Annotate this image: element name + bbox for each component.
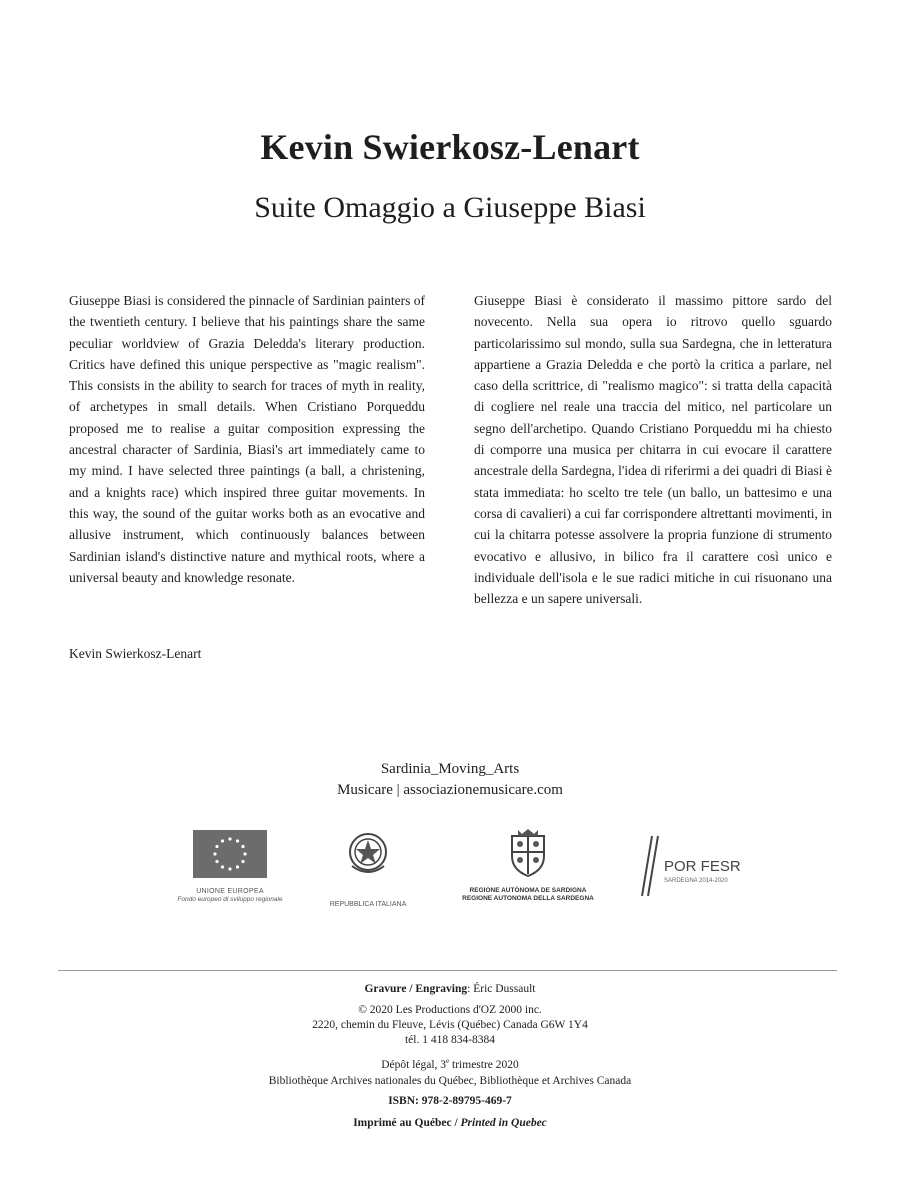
sardinia-crest-icon (506, 828, 550, 878)
english-text: Giuseppe Biasi is considered the pinnacle of Sardinian painters of the twentieth century. I believe that his paintings share the same peculiar worldview of Grazia Deledda's literary production. Critics have defined this unique perspective as "magic realism". This consists in the ability to search for traces of myth in reality, of archetypes in small details. When Cristiano Porqueddu proposed me to realise a guitar composition expressing the ancestral character of Sardinia, Biasi's art immediately came to my mind. I have selected three paintings (a ball, a christening, and a knights race) which inspired three guitar movements. In this way, the sound of the guitar works both as an evocative and allusive instrument, which continuously balances between Sardinian island's distinctive nature and mythical roots, where a universal beauty and knowledge resonate. (69, 293, 425, 585)
printed-fr: Imprimé au Québec / (353, 1117, 461, 1129)
eu-flag-icon (193, 830, 267, 878)
sardinia-label-sardinian: REGIONE AUTÒNOMA DE SARDIGNA (469, 887, 587, 894)
copyright-line: © 2020 Les Productions d'OZ 2000 inc. (358, 1004, 542, 1016)
italy-label: REPUBBLICA ITALIANA (329, 901, 407, 908)
sardinia-logo (440, 828, 616, 903)
libraries-line: Bibliothèque Archives nationales du Québec, Bibliothèque et Archives Canada (268, 1075, 632, 1087)
por-fesr-label: POR FESR (664, 858, 741, 875)
sponsor-logos (0, 828, 900, 908)
printed-en: Printed in Quebec (460, 1117, 547, 1129)
legal-deposit-post: trimestre 2020 (449, 1058, 519, 1071)
org-website: Musicare | associazionemusicare.com (337, 782, 563, 798)
eu-logo (160, 828, 300, 903)
sardinia-label-italian: REGIONE AUTONOMA DELLA SARDEGNA (462, 895, 594, 902)
legal-deposit-sup: e (446, 1057, 450, 1065)
composer-title: Kevin Swierkosz-Lenart (260, 127, 640, 167)
divider (58, 970, 837, 971)
engraving-label: Gravure / Engraving (364, 983, 468, 995)
engraving-name: : Éric Dussault (467, 983, 536, 995)
publisher-phone: tél. 1 418 834-8384 (404, 1034, 496, 1046)
legal-deposit (0, 1054, 900, 1073)
printed-in (0, 1116, 900, 1131)
por-stripes-icon (638, 834, 660, 898)
org-name: Sardinia_Moving_Arts (380, 761, 520, 777)
italian-text: Giuseppe Biasi è considerato il massimo pittore sardo del novecento. Nella sua opera io ritrovo quello sguardo particolarissimo sul mondo, sulla sua Sardegna, che in letteratura appartiene a Grazia Deledda e che portò la critica a parlare, nel caso della scrittrice, di "realismo magico": si tratta della capacità di cogliere nel reale una traccia del mitico, nel particolare un segno dell'archetipo. Quando Cristiano Porqueddu mi ha chiesto di comporre una musica per chitarra in cui evocare il carattere ancestrale della Sardegna, l'idea di riferirmi a dei quadri di Biasi è stata immediata: ho scelto tre tele (un ballo, un battesimo e una corsa di cavalieri) a cui far corrispondere altrettanti movimenti, in cui la chitarra potesse assolvere la propria funzione di strumento evocativo e allusivo, in bilico fra il carattere così unico e individuale dell'isola e le sue radici mitiche in cui risuonano una bellezza e un sapere universali. (474, 293, 832, 607)
legal-deposit-pre: Dépôt légal, 3 (381, 1058, 447, 1071)
engraving-credit (0, 982, 900, 997)
work-subtitle: Suite Omaggio a Giuseppe Biasi (254, 191, 646, 224)
eu-label: UNIONE EUROPEA (196, 888, 264, 895)
isbn: ISBN: 978-2-89795-469-7 (388, 1095, 512, 1107)
por-fesr-subtitle: SARDEGNA 2014-2020 (664, 878, 728, 884)
publisher-address: 2220, chemin du Fleuve, Lévis (Québec) Canada G6W 1Y4 (312, 1019, 588, 1031)
italy-emblem-icon (344, 828, 392, 880)
signature: Kevin Swierkosz-Lenart (69, 646, 202, 661)
italy-logo (318, 828, 418, 908)
eu-fund-label: Fondo europeo di sviluppo regionale (177, 896, 283, 903)
